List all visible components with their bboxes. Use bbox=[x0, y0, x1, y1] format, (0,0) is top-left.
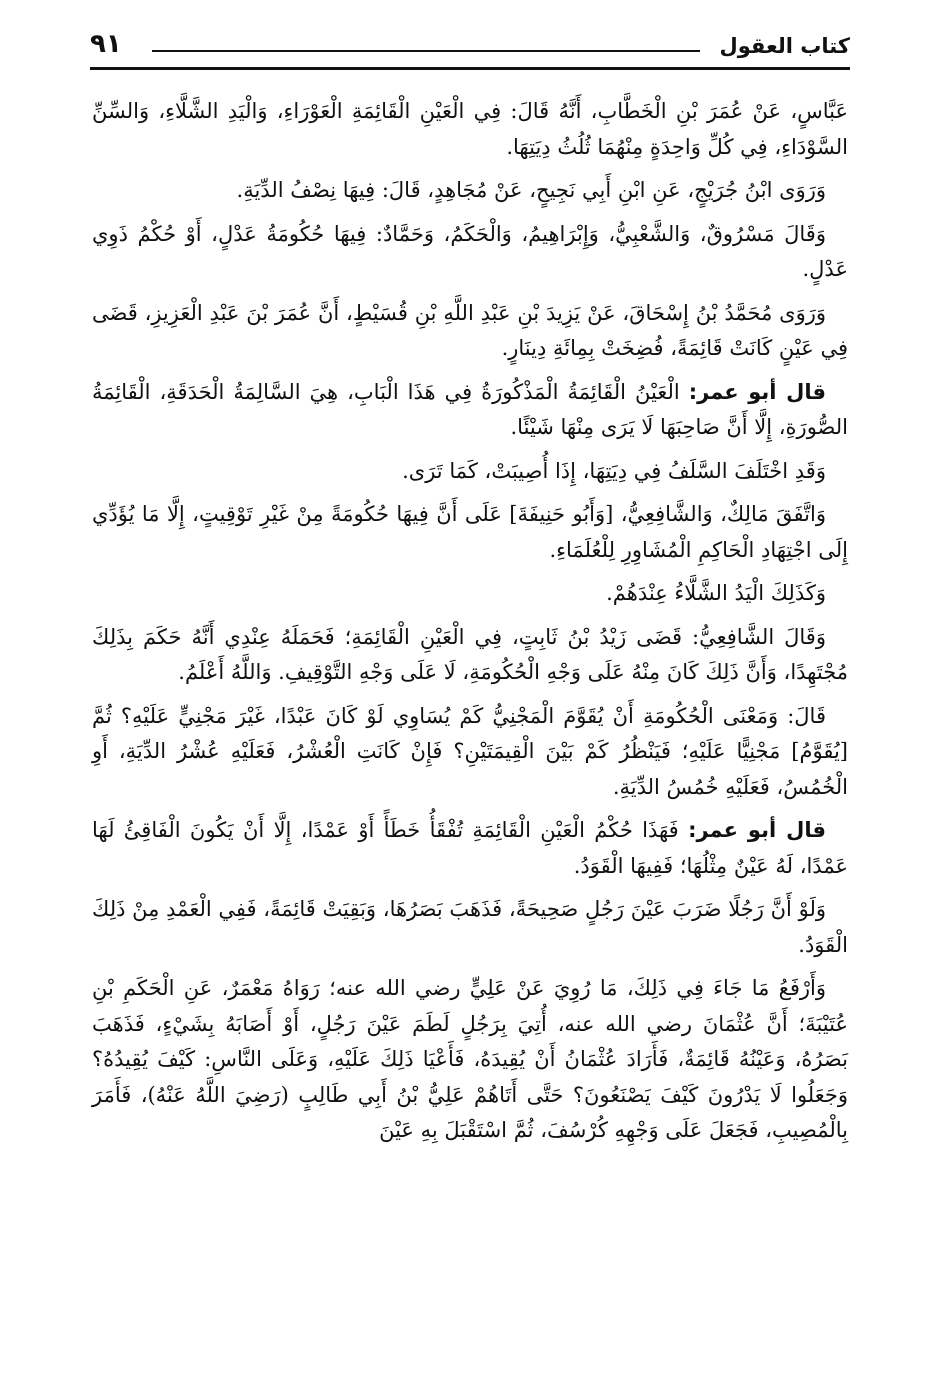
paragraph-9 bbox=[92, 620, 848, 691]
paragraph-1 bbox=[92, 94, 848, 165]
paragraph-8 bbox=[92, 576, 848, 612]
header-divider bbox=[90, 67, 850, 70]
paragraph-13 bbox=[92, 971, 848, 1149]
paragraph-text: وَقَالَ الشَّافِعِيُّ: قَضَى زَيْدُ بْنُ ثَابِتٍ، فِي الْعَيْنِ الْقَائِمَةِ؛ فَحَمَلَهُ عِنْدِي أَنَّهُ حَكَمَ بِذَلِكَ مُجْتَهِدًا، وَأَنَّ ذَلِكَ كَانَ مِنْهُ عَلَى وَجْهِ الْحُكُومَةِ، لَا عَلَى وَجْهِ التَّوْقِيفِ. وَاللَّهُ أَعْلَمُ. bbox=[92, 624, 848, 684]
paragraph-text: وَقَالَ مَسْرُوقٌ، وَالشَّعْبِيُّ، وَإِبْرَاهِيمُ، وَالْحَكَمُ، وَحَمَّادٌ: فِيهَا حُكُومَةُ عَدْلٍ، أَوْ حُكْمُ ذَوِي عَدْلٍ. bbox=[92, 221, 848, 281]
paragraph-text: وَرَوَى ابْنُ جُرَيْجٍ، عَنِ ابْنِ أَبِي نَجِيحٍ، عَنْ مُجَاهِدٍ، قَالَ: فِيهَا نِصْفُ الدِّيَةِ. bbox=[236, 178, 826, 202]
header-rule bbox=[152, 50, 700, 52]
paragraph-text: وَكَذَلِكَ الْيَدُ الشَّلَّاءُ عِنْدَهُمْ. bbox=[606, 581, 826, 605]
paragraph-7 bbox=[92, 497, 848, 568]
running-title: كتاب العقول bbox=[719, 34, 850, 58]
paragraph-text: قَالَ: وَمَعْنَى الْحُكُومَةِ أَنْ يُقَوَّمَ الْمَجْنِيُّ كَمْ يُسَاوِي لَوْ كَانَ عَبْدًا، غَيْرَ مَجْنِيٍّ عَلَيْهِ؟ ثُمَّ [يُقَوَّمُ] مَجْنِيًّا عَلَيْهِ؛ فَيَنْظُرُ كَمْ بَيْنَ الْقِيمَتَيْنِ؟ فَإِنْ كَانَتِ الْعُشْرُ، فَعَلَيْهِ عُشْرُ الدِّيَةِ، أَوِ الْخُمُسُ، فَعَلَيْهِ خُمُسُ الدِّيَةِ. bbox=[92, 703, 848, 799]
paragraph-text: وَاتَّفَقَ مَالِكٌ، وَالشَّافِعِيُّ، [وَأَبُو حَنِيفَةَ] عَلَى أَنَّ فِيهَا حُكُومَةً مِنْ غَيْرِ تَوْقِيتٍ، إِلَّا مَا يُؤَدِّي إِلَى اجْتِهَادِ الْحَاكِمِ الْمُشَاوِرِ لِلْعُلَمَاءِ. bbox=[92, 502, 848, 562]
paragraph-10 bbox=[92, 699, 848, 806]
speaker-label: قال أبو عمر: bbox=[688, 379, 827, 404]
paragraph-text: عَبَّاسٍ، عَنْ عُمَرَ بْنِ الْخَطَّابِ، أَنَّهُ قَالَ: فِي الْعَيْنِ الْقَائِمَةِ الْعَوْرَاءِ، وَالْيَدِ الشَّلَّاءِ، وَالسِّنِّ السَّوْدَاءِ، فِي كُلِّ وَاحِدَةٍ مِنْهُمَا ثُلُثُ دِيَتِهَا. bbox=[92, 99, 848, 159]
page-body bbox=[92, 94, 848, 1157]
paragraph-12 bbox=[92, 892, 848, 963]
paragraph-text: وَرَوَى مُحَمَّدُ بْنُ إِسْحَاقَ، عَنْ يَزِيدَ بْنِ عَبْدِ اللَّهِ بْنِ قُسَيْطٍ، أَنَّ عُمَرَ بْنَ عَبْدِ الْعَزِيزِ، قَضَى فِي عَيْنٍ كَانَتْ قَائِمَةً، فُضِخَتْ بِمِائَةِ دِينَارٍ. bbox=[92, 300, 848, 360]
paragraph-2 bbox=[92, 173, 848, 209]
paragraph-text: وَلَوْ أَنَّ رَجُلًا ضَرَبَ عَيْنَ رَجُلٍ صَحِيحَةً، فَذَهَبَ بَصَرُهَا، وَبَقِيَتْ قَائِمَةً، فَفِي الْعَمْدِ مِنْ ذَلِكَ الْقَوَدُ. bbox=[92, 897, 848, 957]
paragraph-text: وَأَرْفَعُ مَا جَاءَ فِي ذَلِكَ، مَا رُوِيَ عَنْ عَلِيٍّ رضي الله عنه؛ رَوَاهُ مَعْمَرٌ، عَنِ الْحَكَمِ بْنِ عُتَيْبَةَ؛ أَنَّ عُثْمَانَ رضي الله عنه، أُتِيَ بِرَجُلٍ لَطَمَ عَيْنَ رَجُلٍ، أَوْ أَصَابَهُ بِشَيْءٍ، فَذَهَبَ بَصَرُهُ، وَعَيْنُهُ قَائِمَةٌ، فَأَرَادَ عُثْمَانُ أَنْ يُقِيدَهُ، فَأَعْيَا ذَلِكَ عَلَيْهِ، وَعَلَى النَّاسِ: كَيْفَ يُقِيدُهُ؟ وَجَعَلُوا لَا يَدْرُونَ كَيْفَ يَصْنَعُونَ؟ حَتَّى أَتَاهُمْ عَلِيُّ بْنُ أَبِي طَالِبٍ (رَضِيَ اللَّهُ عَنْهُ)، فَأَمَرَ بِالْمُصِيبِ، فَجَعَلَ عَلَى وَجْهِهِ كُرْسُفَ، ثُمَّ اسْتَقْبَلَ بِهِ عَيْنَ bbox=[92, 976, 848, 1142]
page-number: ٩١ bbox=[90, 29, 122, 59]
paragraph-5 bbox=[92, 375, 848, 446]
paragraph-text: فَهَذَا حُكْمُ الْعَيْنِ الْقَائِمَةِ تُفْقَأُ خَطَأً أَوْ عَمْدًا، إِلَّا أَنْ يَكُونَ الْفَاقِئُ لَهَا عَمْدًا، لَهُ عَيْنٌ مِثْلُهَا؛ فَفِيهَا الْقَوَدُ. bbox=[92, 818, 848, 878]
page-header bbox=[90, 26, 850, 70]
paragraph-11 bbox=[92, 813, 848, 884]
paragraph-6 bbox=[92, 454, 848, 490]
paragraph-3 bbox=[92, 217, 848, 288]
paragraph-text: وَقَدِ اخْتَلَفَ السَّلَفُ فِي دِيَتِهَا، إِذَا أُصِيبَتْ، كَمَا تَرَى. bbox=[402, 458, 826, 483]
paragraph-4 bbox=[92, 296, 848, 367]
paragraph-text: الْعَيْنُ الْقَائِمَةُ الْمَذْكُورَةُ فِي هَذَا الْبَابِ، هِيَ السَّالِمَةُ الْحَدَقَةِ، الْقَائِمَةُ الصُّورَةِ، إِلَّا أَنَّ صَاحِبَهَا لَا يَرَى مِنْهَا شَيْئًا. bbox=[92, 379, 848, 439]
speaker-label: قال أبو عمر: bbox=[688, 818, 826, 842]
